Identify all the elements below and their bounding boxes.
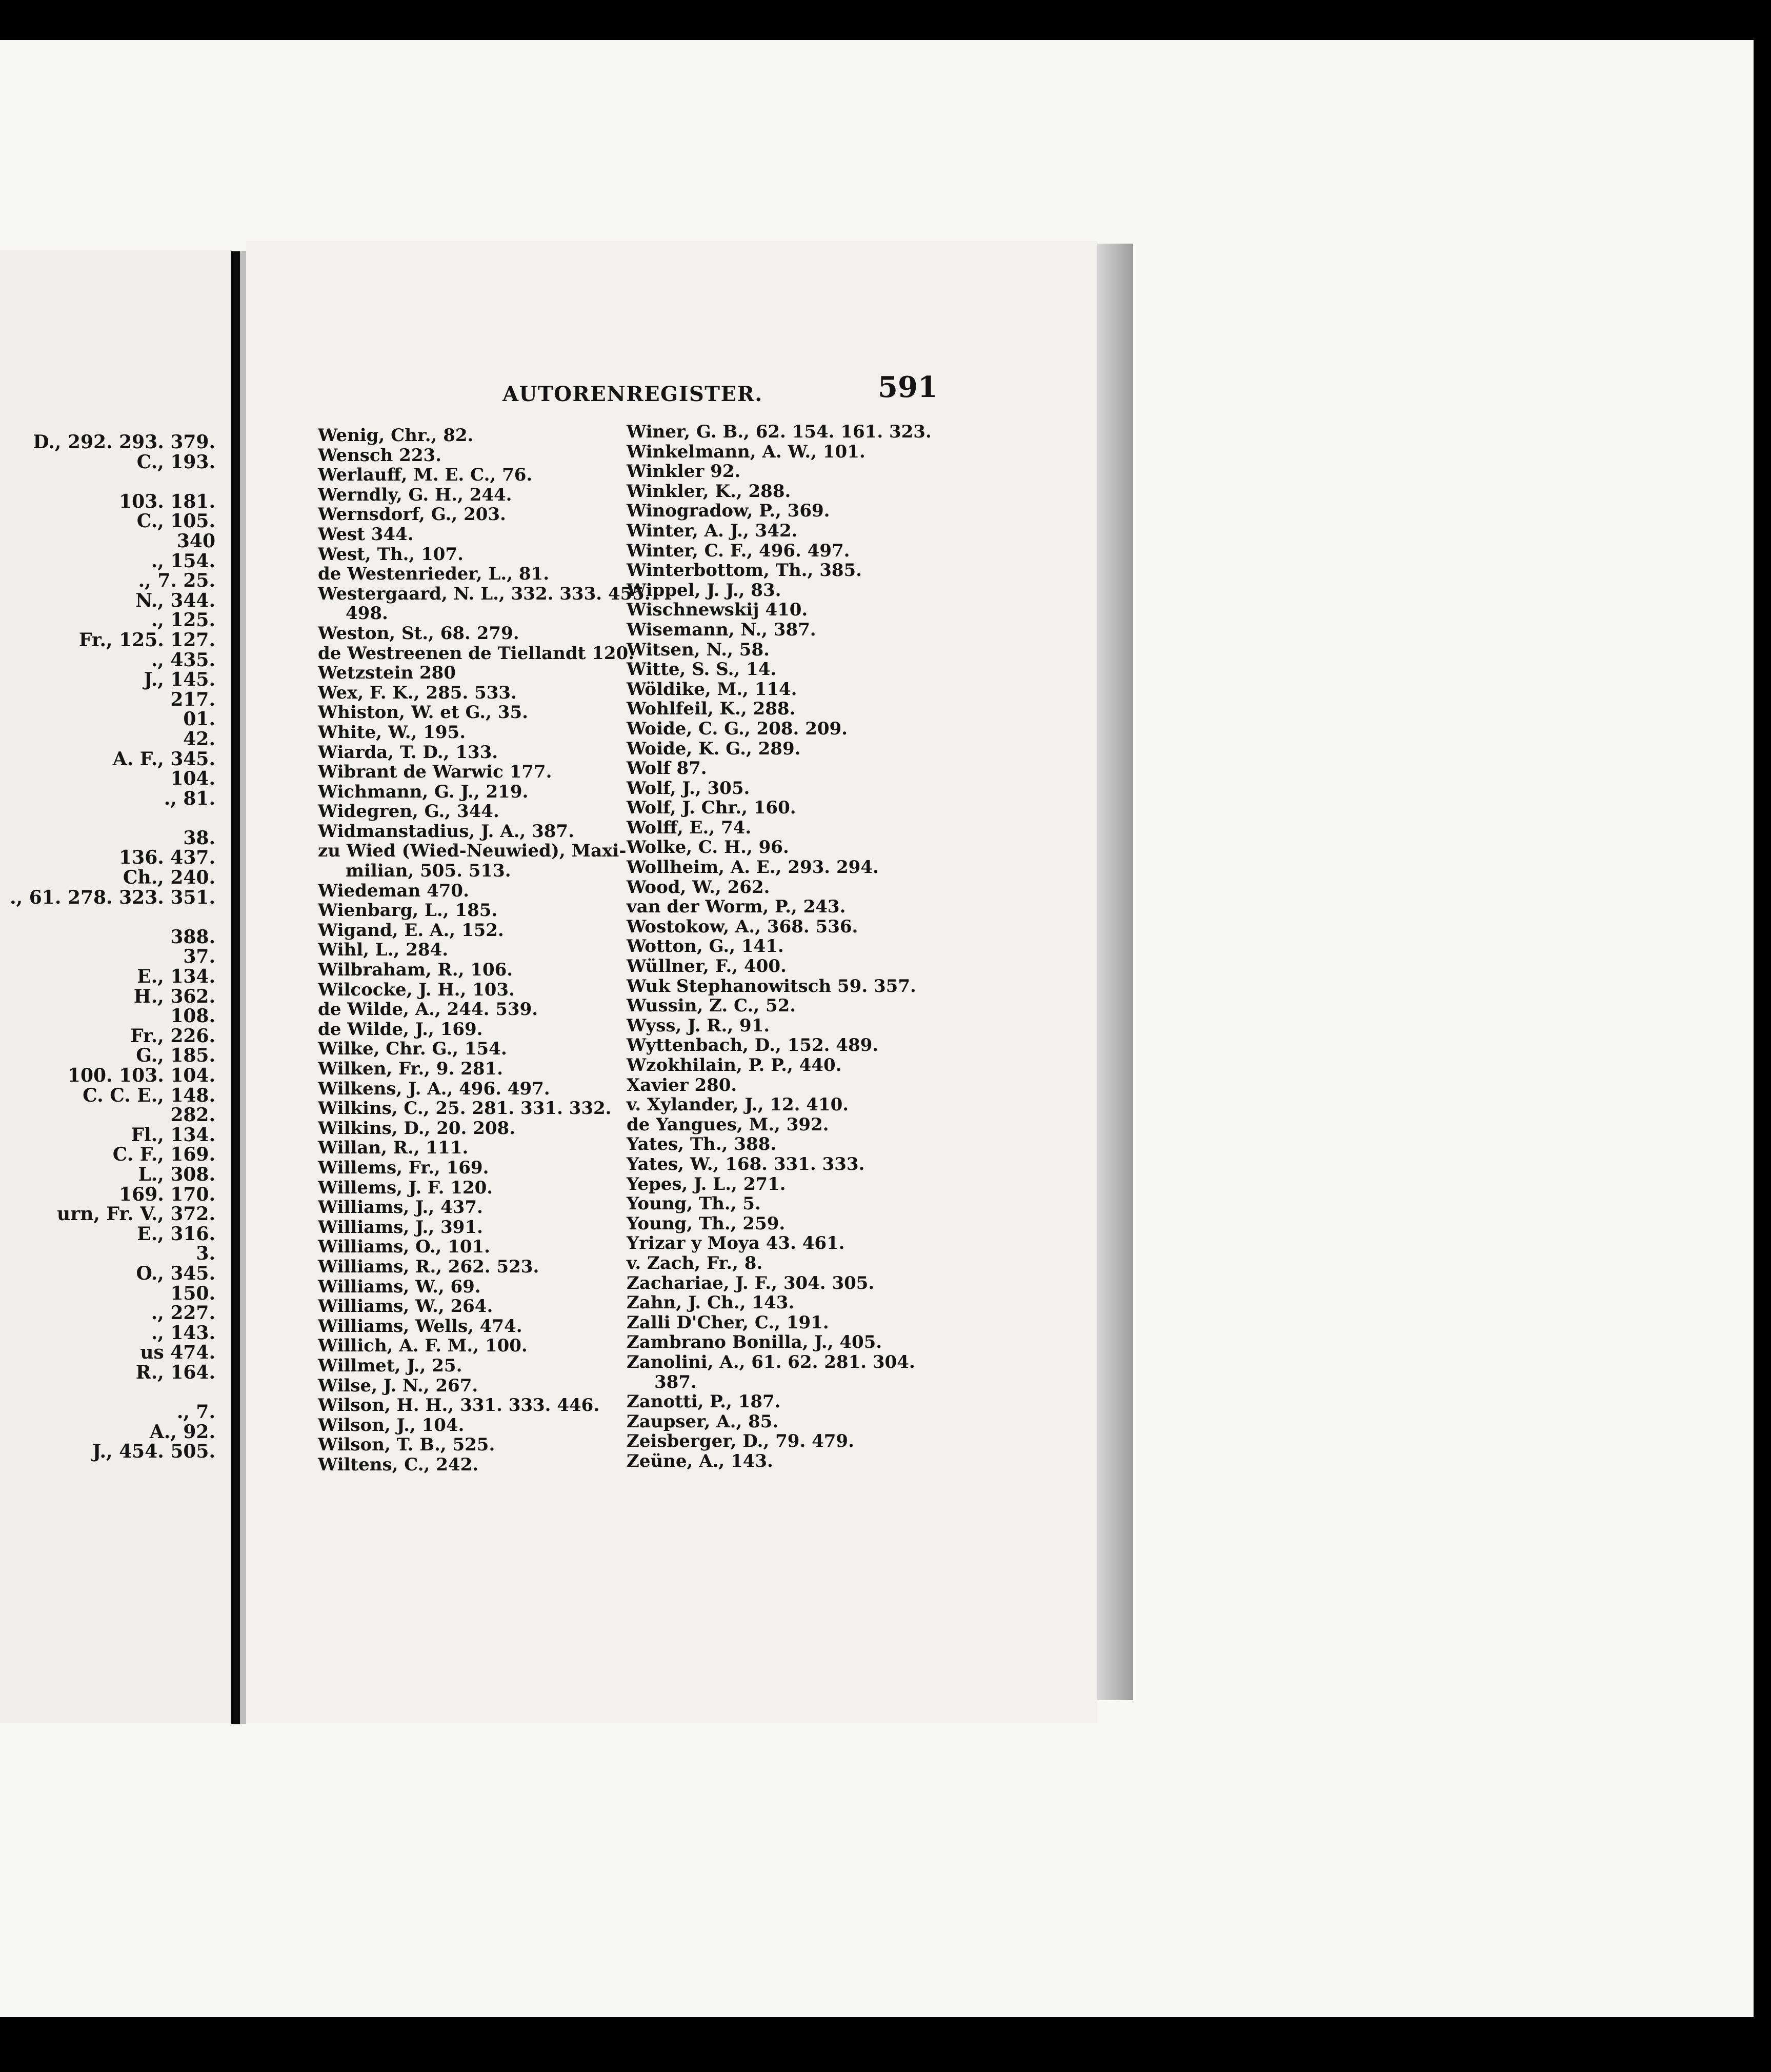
index-entry: Wensch 223. xyxy=(318,445,441,466)
index-entry: Wolf 87. xyxy=(627,758,707,779)
index-entry: de Westreenen de Tiellandt 120. xyxy=(318,643,635,664)
index-entry: L., 308. xyxy=(138,1163,215,1185)
index-entry: White, W., 195. xyxy=(318,722,466,743)
index-entry: Yepes, J. L., 271. xyxy=(627,1173,786,1194)
index-entry: C. C. E., 148. xyxy=(83,1084,215,1106)
spine-edge xyxy=(240,251,246,1724)
index-entry: Wood, W., 262. xyxy=(627,876,770,898)
index-entry: C., 105. xyxy=(136,510,215,532)
index-entry: Williams, Wells, 474. xyxy=(318,1316,522,1337)
index-entry: Zalli D'Cher, C., 191. xyxy=(627,1312,829,1333)
index-entry: Wilkins, D., 20. 208. xyxy=(318,1118,516,1139)
index-entry: West, Th., 107. xyxy=(318,544,464,565)
index-entry: Wzokhilain, P. P., 440. xyxy=(627,1055,842,1075)
index-column-left xyxy=(318,426,651,1475)
index-entry: Zahn, J. Ch., 143. xyxy=(627,1292,795,1313)
index-entry: de Westenrieder, L., 81. xyxy=(318,564,550,585)
index-entry: 169. 170. xyxy=(119,1183,215,1205)
index-entry: H., 362. xyxy=(133,985,215,1007)
index-entry: Winer, G. B., 62. 154. 161. 323. xyxy=(627,422,932,442)
index-entry: Williams, O., 101. xyxy=(318,1237,491,1258)
index-column-right xyxy=(627,422,932,1471)
index-entry: Xavier 280. xyxy=(627,1074,737,1095)
index-entry: Weston, St., 68. 279. xyxy=(318,623,519,644)
index-entry: 01. xyxy=(183,708,215,730)
index-entry: Yrizar y Moya 43. 461. xyxy=(627,1233,845,1254)
index-entry: Williams, R., 262. 523. xyxy=(318,1256,539,1277)
index-entry: Wollheim, A. E., 293. 294. xyxy=(627,857,879,878)
index-entry: 340 xyxy=(176,530,215,552)
index-entry: Winogradow, P., 369. xyxy=(627,501,830,522)
index-entry: D., 292. 293. 379. xyxy=(33,431,215,453)
index-entry: Winter, A. J., 342. xyxy=(627,520,798,541)
index-entry: Zeisberger, D., 79. 479. xyxy=(627,1431,854,1452)
index-entry: Wibrant de Warwic 177. xyxy=(318,762,552,783)
index-entry: ., 227. xyxy=(151,1302,215,1324)
index-entry: Willems, J. F. 120. xyxy=(318,1177,493,1198)
index-entry: A., 92. xyxy=(149,1421,215,1443)
index-entry: Young, Th., 259. xyxy=(627,1213,786,1234)
index-entry: Ch., 240. xyxy=(123,867,215,889)
index-entry xyxy=(0,472,215,492)
index-entry: Willan, R., 111. xyxy=(318,1138,469,1159)
index-entry: Wilcocke, J. H., 103. xyxy=(318,979,515,1000)
index-entry: Winkelmann, A. W., 101. xyxy=(627,441,866,462)
index-entry: Wischnewskij 410. xyxy=(627,600,808,621)
index-entry: 498. xyxy=(346,603,388,624)
index-entry: Wiltens, C., 242. xyxy=(318,1454,479,1475)
index-entry: 104. xyxy=(170,768,215,790)
index-entry: Woide, K. G., 289. xyxy=(627,738,801,759)
index-entry: Wolf, J. Chr., 160. xyxy=(627,798,796,819)
index-entry: Wisemann, N., 387. xyxy=(627,619,816,640)
index-entry: ., 125. xyxy=(151,609,215,631)
index-entry: Zanotti, P., 187. xyxy=(627,1391,781,1412)
index-entry: Zaupser, A., 85. xyxy=(627,1411,779,1432)
index-entry: ., 154. xyxy=(151,550,215,572)
index-entry: 282. xyxy=(170,1104,215,1126)
index-entry: Zeüne, A., 143. xyxy=(627,1450,773,1471)
index-entry: Wilson, T. B., 525. xyxy=(318,1435,495,1456)
index-entry: Woide, C. G., 208. 209. xyxy=(627,718,848,739)
index-entry: 388. xyxy=(170,926,215,948)
index-entry: ., 7. 25. xyxy=(138,570,215,592)
book-spine xyxy=(231,251,240,1724)
index-entry: 150. xyxy=(170,1282,215,1304)
index-entry xyxy=(0,1383,215,1403)
index-entry: 387. xyxy=(654,1371,697,1392)
index-entry: Williams, J., 437. xyxy=(318,1197,483,1218)
index-entry: Wiedeman 470. xyxy=(318,880,469,901)
index-entry: J., 145. xyxy=(144,669,215,691)
index-entry: Wostokow, A., 368. 536. xyxy=(627,916,858,937)
index-entry xyxy=(0,907,215,927)
index-entry: Wihl, L., 284. xyxy=(318,940,449,961)
index-entry: Zambrano Bonilla, J., 405. xyxy=(627,1332,882,1353)
index-entry: de Wilde, A., 244. 539. xyxy=(318,999,538,1020)
index-entry: Wohlfeil, K., 288. xyxy=(627,699,796,720)
running-head: AUTORENREGISTER. xyxy=(502,382,763,406)
index-entry: Wex, F. K., 285. 533. xyxy=(318,682,517,703)
index-entry: E., 134. xyxy=(137,966,215,988)
index-entry: Wüllner, F., 400. xyxy=(627,956,787,977)
index-entry: Wichmann, G. J., 219. xyxy=(318,781,529,802)
index-entry: Wolf, J., 305. xyxy=(627,778,750,799)
index-entry: ., 61. 278. 323. 351. xyxy=(10,886,215,908)
index-entry: Wyttenbach, D., 152. 489. xyxy=(627,1035,879,1056)
index-entry: van der Worm, P., 243. xyxy=(627,896,846,918)
index-entry: Wilson, H. H., 331. 333. 446. xyxy=(318,1395,600,1416)
index-entry: E., 316. xyxy=(137,1223,215,1245)
index-entry: West 344. xyxy=(318,524,414,545)
index-entry: Wotton, G., 141. xyxy=(627,936,784,957)
index-entry: Wigand, E. A., 152. xyxy=(318,920,504,941)
index-entry: ., 435. xyxy=(151,649,215,671)
index-entry: Willich, A. F. M., 100. xyxy=(318,1336,528,1357)
index-entry: Whiston, W. et G., 35. xyxy=(318,702,528,723)
index-entry: Yates, Th., 388. xyxy=(627,1134,777,1155)
index-entry: urn, Fr. V., 372. xyxy=(57,1203,215,1225)
left-facing-page xyxy=(0,250,231,1723)
index-entry: Wetzstein 280 xyxy=(318,663,456,684)
index-entry: Westergaard, N. L., 332. 333. 455. xyxy=(318,583,651,604)
index-entry: Witte, S. S., 14. xyxy=(627,659,777,680)
index-entry: Williams, W., 69. xyxy=(318,1276,481,1297)
index-entry: 38. xyxy=(183,827,215,849)
index-entry: Fr., 125. 127. xyxy=(78,629,215,651)
index-entry: Young, Th., 5. xyxy=(627,1193,761,1214)
index-entry: Yates, W., 168. 331. 333. xyxy=(627,1153,865,1174)
index-entry: O., 345. xyxy=(136,1262,215,1284)
index-entry: 3. xyxy=(196,1243,215,1265)
index-entry: Wilke, Chr. G., 154. xyxy=(318,1039,507,1060)
index-entry: 42. xyxy=(183,728,215,750)
page-stack-edge xyxy=(1097,244,1133,1700)
index-entry: R., 164. xyxy=(135,1361,215,1383)
index-entry: Wippel, J. J., 83. xyxy=(627,580,781,601)
index-entry: de Wilde, J., 169. xyxy=(318,1019,483,1040)
index-entry: C. F., 169. xyxy=(112,1144,215,1166)
index-entry: 136. 437. xyxy=(119,847,215,869)
index-entry: Fl., 134. xyxy=(131,1124,215,1146)
index-entry: Wöldike, M., 114. xyxy=(627,679,797,700)
index-entry: Wilkens, J. A., 496. 497. xyxy=(318,1078,550,1099)
index-entry: Zachariae, J. F., 304. 305. xyxy=(627,1272,875,1293)
index-entry: Winkler, K., 288. xyxy=(627,481,791,502)
index-entry: Winterbottom, Th., 385. xyxy=(627,560,862,581)
index-entry: Fr., 226. xyxy=(130,1025,215,1047)
index-entry: Wyss, J. R., 91. xyxy=(627,1015,770,1036)
index-entry: Wilbraham, R., 106. xyxy=(318,960,513,981)
index-entry: zu Wied (Wied-Neuwied), Maxi- xyxy=(318,841,627,862)
index-entry: Widmanstadius, J. A., 387. xyxy=(318,821,574,842)
left-page-entries xyxy=(0,432,215,1462)
index-entry: Wienbarg, L., 185. xyxy=(318,900,498,921)
index-entry: Wilken, Fr., 9. 281. xyxy=(318,1059,503,1079)
index-entry: Zanolini, A., 61. 62. 281. 304. xyxy=(627,1351,915,1372)
index-entry: ., 81. xyxy=(164,787,215,809)
index-entry: C., 193. xyxy=(136,451,215,473)
index-entry: 217. xyxy=(170,688,215,710)
index-entry: Winkler 92. xyxy=(627,461,741,482)
index-entry: Willems, Fr., 169. xyxy=(318,1157,489,1178)
index-entry: de Yangues, M., 392. xyxy=(627,1114,829,1135)
index-entry: Witsen, N., 58. xyxy=(627,639,770,660)
index-entry: Wilson, J., 104. xyxy=(318,1414,465,1436)
index-entry: 108. xyxy=(170,1005,215,1027)
index-entry: ., 143. xyxy=(151,1322,215,1344)
index-entry: Wilkins, C., 25. 281. 331. 332. xyxy=(318,1098,612,1119)
index-entry: us 474. xyxy=(140,1342,215,1364)
index-entry: A. F., 345. xyxy=(112,748,215,770)
index-entry xyxy=(0,808,215,828)
page-number: 591 xyxy=(878,370,938,404)
index-entry: v. Xylander, J., 12. 410. xyxy=(627,1094,849,1115)
index-entry: Williams, W., 264. xyxy=(318,1296,493,1317)
index-entry: J., 454. 505. xyxy=(92,1441,215,1463)
index-entry: Willmet, J., 25. xyxy=(318,1355,462,1376)
index-entry: 100. 103. 104. xyxy=(67,1065,215,1086)
index-entry: milian, 505. 513. xyxy=(346,861,511,882)
index-entry: Widegren, G., 344. xyxy=(318,801,499,822)
index-entry: v. Zach, Fr., 8. xyxy=(627,1252,763,1273)
index-entry: Williams, J., 391. xyxy=(318,1217,483,1238)
index-entry: Wilse, J. N., 267. xyxy=(318,1375,478,1396)
index-entry: 103. 181. xyxy=(119,490,215,512)
index-entry: ., 7. xyxy=(176,1401,215,1423)
index-entry: Wussin, Z. C., 52. xyxy=(627,995,796,1017)
index-entry: Wiarda, T. D., 133. xyxy=(318,742,498,763)
index-entry: 37. xyxy=(183,946,215,968)
index-entry: G., 185. xyxy=(136,1045,215,1067)
index-entry: Werndly, G. H., 244. xyxy=(318,484,512,505)
index-entry: Winter, C. F., 496. 497. xyxy=(627,540,850,561)
index-entry: Wolff, E., 74. xyxy=(627,817,752,838)
index-entry: Werlauff, M. E. C., 76. xyxy=(318,465,533,486)
index-entry: Wolke, C. H., 96. xyxy=(627,837,789,858)
index-entry: Wenig, Chr., 82. xyxy=(318,425,474,446)
index-entry: N., 344. xyxy=(135,589,215,611)
index-entry: Wernsdorf, G., 203. xyxy=(318,504,506,525)
index-entry: Wuk Stephanowitsch 59. 357. xyxy=(627,975,916,997)
